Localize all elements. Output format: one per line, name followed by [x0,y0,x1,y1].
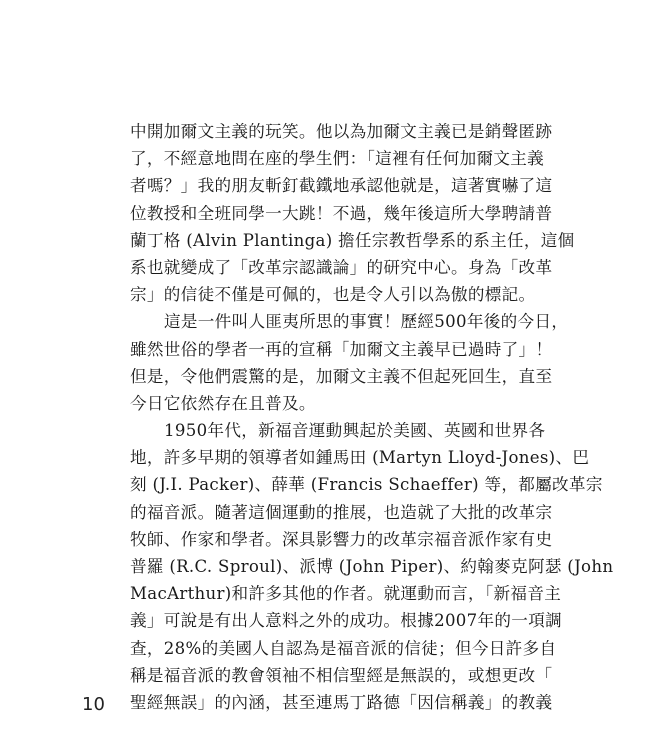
text-line: 義」可說是有出人意料之外的成功。根據2007年的一項調 [130,611,562,631]
text-line: 查，28%的美國人自認為是福音派的信徒；但今日許多自 [130,638,557,658]
text-line: 的福音派。隨著這個運動的推展，也造就了大批的改革宗 [130,502,553,522]
text-line: 稱是福音派的教會領袖不相信聖經是無誤的，或想更改「 [130,665,553,685]
text-line: 聖經無誤」的內涵，甚至連馬丁路德「因信稱義」的教義 [130,692,553,712]
paragraph-start-line: 1950年代，新福音運動興起於美國、英國和世界各 [164,421,546,441]
page-number: 10 [82,694,105,715]
text-line: 今日它依然存在且普及。 [130,393,316,413]
text-line: 系也就變成了「改革宗認識論」的研究中心。身為「改革 [130,257,553,277]
text-line: 雖然世俗的學者一再的宣稱「加爾文主義早已過時了」！ [130,339,553,359]
body-text [130,118,614,716]
text-line: 蘭丁格 (Alvin Plantinga) 擔任宗教哲學系的系主任，這個 [130,230,575,250]
text-line: 刻 (J.I. Packer)、薛華 (Francis Schaeffer) 等，都屬改革宗 [130,475,603,495]
text-line: 但是，令他們震驚的是，加爾文主義不但起死回生，直至 [130,366,553,386]
text-line: MacArthur)和許多其他的作者。就運動而言，「新福音主 [130,584,562,604]
text-line: 牧師、作家和學者。深具影響力的改革宗福音派作家有史 [130,529,553,549]
text-line: 了，不經意地問在座的學生們：「這裡有任何加爾文主義 [130,149,545,169]
text-line: 宗」的信徒不僅是可佩的，也是令人引以為傲的標記。 [130,285,536,305]
text-line: 者嗎？」我的朋友斬釘截鐵地承認他就是，這著實嚇了這 [130,176,553,196]
paragraph-start-line: 這是一件叫人匪夷所思的事實！歷經500年後的今日， [164,312,569,332]
text-line: 位教授和全班同學一大跳！不過，幾年後這所大學聘請普 [130,203,553,223]
text-line: 地，許多早期的領導者如鍾馬田 (Martyn Lloyd-Jones)、巴 [130,448,590,468]
text-line: 普羅 (R.C. Sproul)、派博 (John Piper)、約翰麥克阿瑟 (John [130,557,614,576]
text-line: 中開加爾文主義的玩笑。他以為加爾文主義已是銷聲匿跡 [130,122,553,141]
